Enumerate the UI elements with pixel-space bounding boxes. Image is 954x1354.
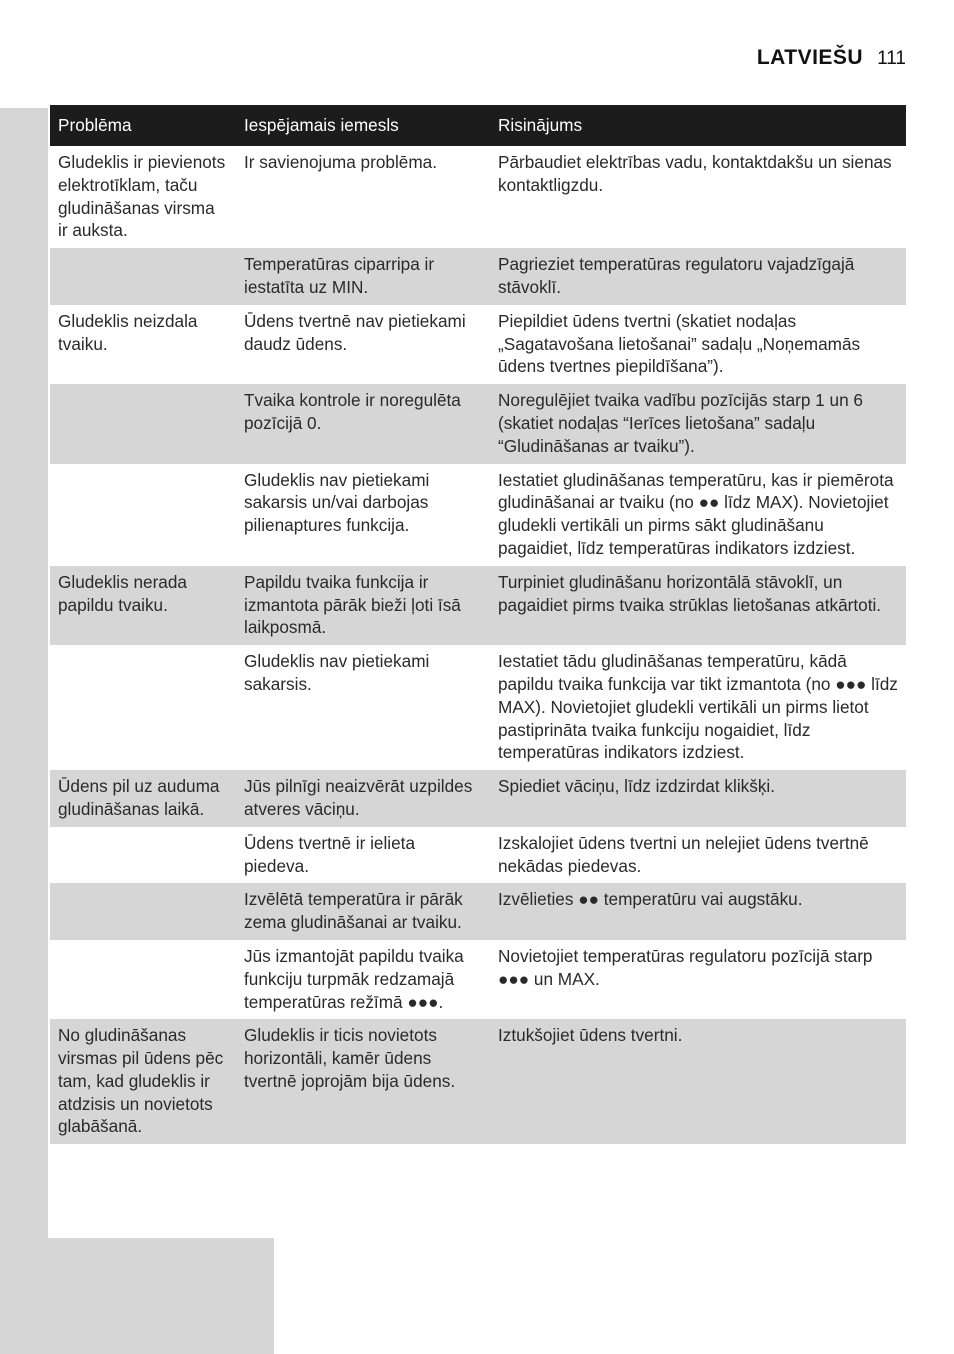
solution-cell: Izskalojiet ūdens tvertni un nelejiet ūdens tvertnē nekādas piedevas. <box>490 827 906 884</box>
solution-cell: Iztukšojiet ūdens tvertni. <box>490 1019 906 1144</box>
cause-cell: Temperatūras ciparripa ir iestatīta uz MIN. <box>236 248 490 305</box>
solution-cell: Izvēlieties ●● temperatūru vai augstāku. <box>490 883 906 940</box>
problem-cell: Gludeklis neizdala tvaiku. <box>50 305 236 384</box>
page-number: 111 <box>877 48 906 69</box>
table-row <box>50 305 906 384</box>
side-strip <box>0 108 48 1354</box>
table-row <box>50 940 906 1019</box>
table-row <box>50 827 906 884</box>
problem-cell <box>50 827 236 884</box>
troubleshooting-table <box>50 105 906 1144</box>
cause-cell: Tvaika kontrole ir noregulēta pozīcijā 0. <box>236 384 490 463</box>
table-row <box>50 645 906 770</box>
column-header-cause: Iespējamais iemesls <box>236 105 490 146</box>
problem-cell: Gludeklis nerada papildu tvaiku. <box>50 566 236 645</box>
table-row <box>50 566 906 645</box>
cause-cell: Gludeklis nav pietiekami sakarsis un/vai darbojas pilienaptures funkcija. <box>236 464 490 566</box>
solution-cell: Turpiniet gludināšanu horizontālā stāvoklī, un pagaidiet pirms tvaika strūklas lietošanas atkārtoti. <box>490 566 906 645</box>
column-header-solution: Risinājums <box>490 105 906 146</box>
solution-cell: Iestatiet gludināšanas temperatūru, kas ir piemērota gludināšanai ar tvaiku (no ●● līdz MAX). Novietojiet gludekli vertikāli un pirms sākt gludināšanu pagaidiet, līdz temperatūras indikators izdziest. <box>490 464 906 566</box>
cause-cell: Gludeklis nav pietiekami sakarsis. <box>236 645 490 770</box>
solution-cell: Iestatiet tādu gludināšanas temperatūru, kādā papildu tvaika funkcija var tikt izmantota (no ●●● līdz MAX). Novietojiet gludekli vertikāli un pirms lietot pastiprināta tvaika funkciju nogaidiet, līdz temperatūras indikators izdziest. <box>490 645 906 770</box>
cause-cell: Ūdens tvertnē nav pietiekami daudz ūdens. <box>236 305 490 384</box>
bottom-gray-block <box>0 1238 274 1354</box>
cause-cell: Ūdens tvertnē ir ielieta piedeva. <box>236 827 490 884</box>
problem-cell <box>50 384 236 463</box>
cause-cell: Ir savienojuma problēma. <box>236 146 490 248</box>
problem-cell <box>50 645 236 770</box>
problem-cell <box>50 248 236 305</box>
cause-cell: Izvēlētā temperatūra ir pārāk zema gludināšanai ar tvaiku. <box>236 883 490 940</box>
cause-cell: Gludeklis ir ticis novietots horizontāli, kamēr ūdens tvertnē joprojām bija ūdens. <box>236 1019 490 1144</box>
problem-cell <box>50 940 236 1019</box>
cause-cell: Papildu tvaika funkcija ir izmantota pārāk bieži ļoti īsā laikposmā. <box>236 566 490 645</box>
problem-cell: No gludināšanas virsmas pil ūdens pēc tam, kad gludeklis ir atdzisis un novietots glabāšanā. <box>50 1019 236 1144</box>
problem-cell: Gludeklis ir pievienots elektrotīklam, taču gludināšanas virsma ir auksta. <box>50 146 236 248</box>
solution-cell: Pārbaudiet elektrības vadu, kontaktdakšu un sienas kontaktligzdu. <box>490 146 906 248</box>
solution-cell: Novietojiet temperatūras regulatoru pozīcijā starp ●●● un MAX. <box>490 940 906 1019</box>
problem-cell <box>50 464 236 566</box>
table-row <box>50 464 906 566</box>
table-row <box>50 1019 906 1144</box>
table-row <box>50 883 906 940</box>
cause-cell: Jūs izmantojāt papildu tvaika funkciju turpmāk redzamajā temperatūras režīmā ●●●. <box>236 940 490 1019</box>
table-row <box>50 146 906 248</box>
table-header-row <box>50 105 906 146</box>
solution-cell: Noregulējiet tvaika vadību pozīcijās starp 1 un 6 (skatiet nodaļas “Ierīces lietošana” sadaļu “Gludināšanas ar tvaiku”). <box>490 384 906 463</box>
column-header-problem: Problēma <box>50 105 236 146</box>
solution-cell: Spiediet vāciņu, līdz izdzirdat klikšķi. <box>490 770 906 827</box>
language-title: LATVIEŠU <box>756 46 864 69</box>
problem-cell <box>50 883 236 940</box>
table-row <box>50 770 906 827</box>
solution-cell: Piepildiet ūdens tvertni (skatiet nodaļas „Sagatavošana lietošanai” sadaļu „Noņemamās ūdens tvertnes piepildīšana”). <box>490 305 906 384</box>
solution-cell: Pagrieziet temperatūras regulatoru vajadzīgajā stāvoklī. <box>490 248 906 305</box>
table-row <box>50 384 906 463</box>
problem-cell: Ūdens pil uz auduma gludināšanas laikā. <box>50 770 236 827</box>
table-row <box>50 248 906 305</box>
cause-cell: Jūs pilnīgi neaizvērāt uzpildes atveres vāciņu. <box>236 770 490 827</box>
page-header <box>757 46 906 70</box>
